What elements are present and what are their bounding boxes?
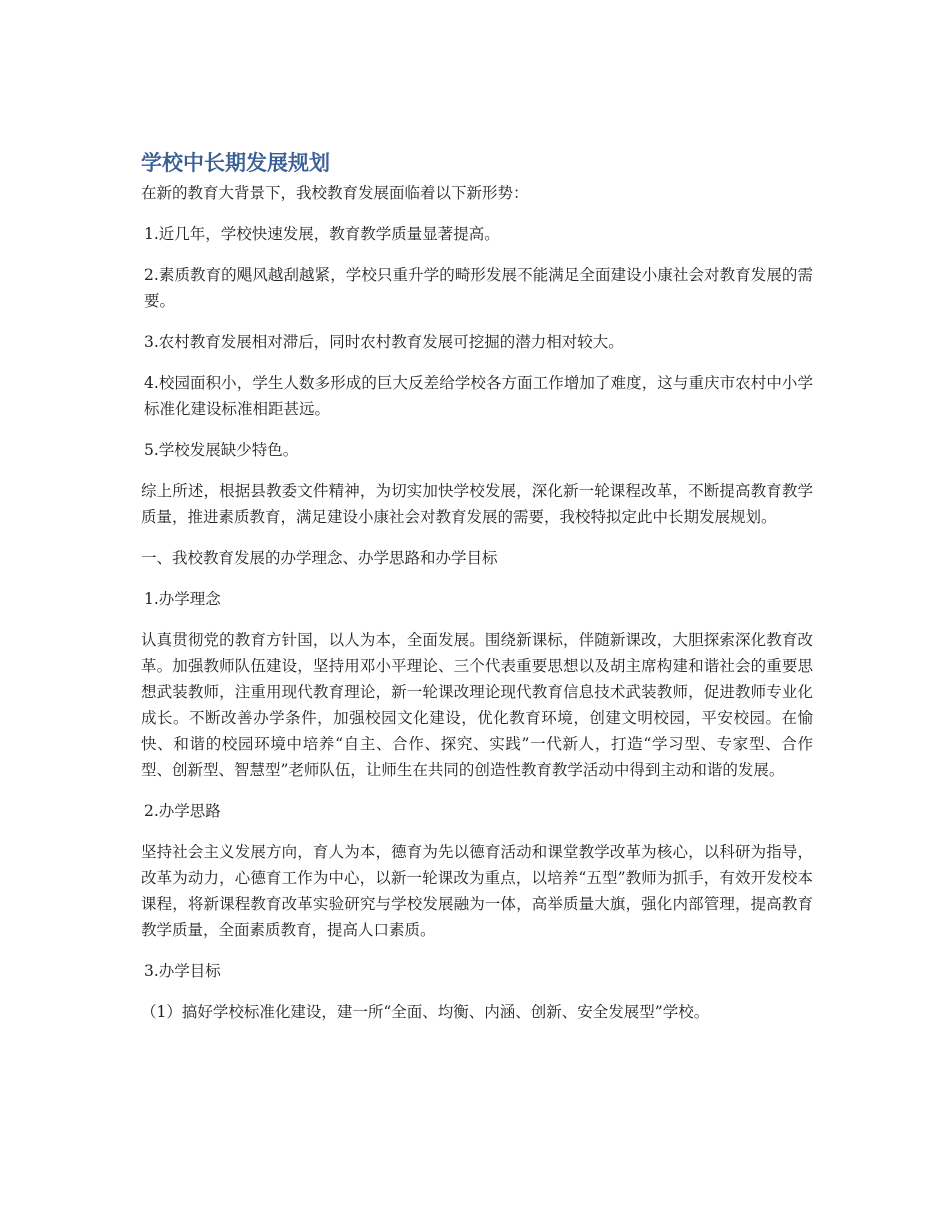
paragraph-summary: 综上所述，根据县教委文件精神，为切实加快学校发展，深化新一轮课程改革，不断提高教育教学质量，推进素质教育，满足建设小康社会对教育发展的需要，我校特拟定此中长期发展规划。: [141, 482, 813, 526]
document-page: [141, 148, 813, 1040]
paragraph-philosophy: 认真贯彻党的教育方针国，以人为本，全面发展。围绕新课标，伴随新课改，大胆探索深化教育改革。加强教师队伍建设，坚持用邓小平理论、三个代表重要思想以及胡主席构建和谐社会的重要思想武装教师，注重用现代教育理论，新一轮课改理论现代教育信息技术武装教师，促进教师专业化成长。不断改善办学条件，加强校园文化建设，优化教育环境，创建文明校园，平安校园。在愉快、和谐的校园环境中培养“自主、合作、探究、实践”一代新人，打造“学习型、专家型、合作型、创新型、智慧型”老师队伍，让师生在共同的创造性教育教学活动中得到主动和谐的发展。: [141, 631, 813, 779]
section-heading-1: 一、我校教育发展的办学理念、办学思路和办学目标: [141, 549, 498, 567]
subsection-heading-philosophy: 1.办学理念: [144, 590, 221, 608]
paragraph-item-1: 1.近几年，学校快速发展，教育教学质量显著提高。: [144, 225, 500, 243]
paragraph-item-4: 4.校园面积小，学生人数多形成的巨大反差给学校各方面工作增加了难度，这与重庆市农村中小学标准化建设标准相距甚远。: [144, 374, 813, 418]
paragraph-goal-1: （1）搞好学校标准化建设，建一所“全面、均衡、内涵、创新、安全发展型”学校。: [141, 1003, 710, 1021]
paragraph-approach: 坚持社会主义发展方向，育人为本，德育为先以德育活动和课堂教学改革为核心，以科研为指导，改革为动力，心德育工作为中心，以新一轮课改为重点，以培养“五型”教师为抓手，有效开发校本课程，将新课程教育改革实验研究与学校发展融为一体，高举质量大旗，强化内部管理，提高教育教学质量，全面素质教育，提高人口素质。: [141, 843, 813, 939]
document-title: 学校中长期发展规划: [141, 151, 330, 175]
paragraph-intro: 在新的教育大背景下，我校教育发展面临着以下新形势：: [141, 184, 529, 202]
paragraph-item-3: 3.农村教育发展相对滞后，同时农村教育发展可挖掘的潜力相对较大。: [144, 333, 624, 351]
subsection-heading-goals: 3.办学目标: [144, 962, 221, 980]
subsection-heading-approach: 2.办学思路: [144, 802, 221, 820]
paragraph-item-5: 5.学校发展缺少特色。: [144, 441, 299, 459]
paragraph-item-2: 2.素质教育的飓风越刮越紧，学校只重升学的畸形发展不能满足全面建设小康社会对教育发展的需要。: [144, 266, 813, 310]
